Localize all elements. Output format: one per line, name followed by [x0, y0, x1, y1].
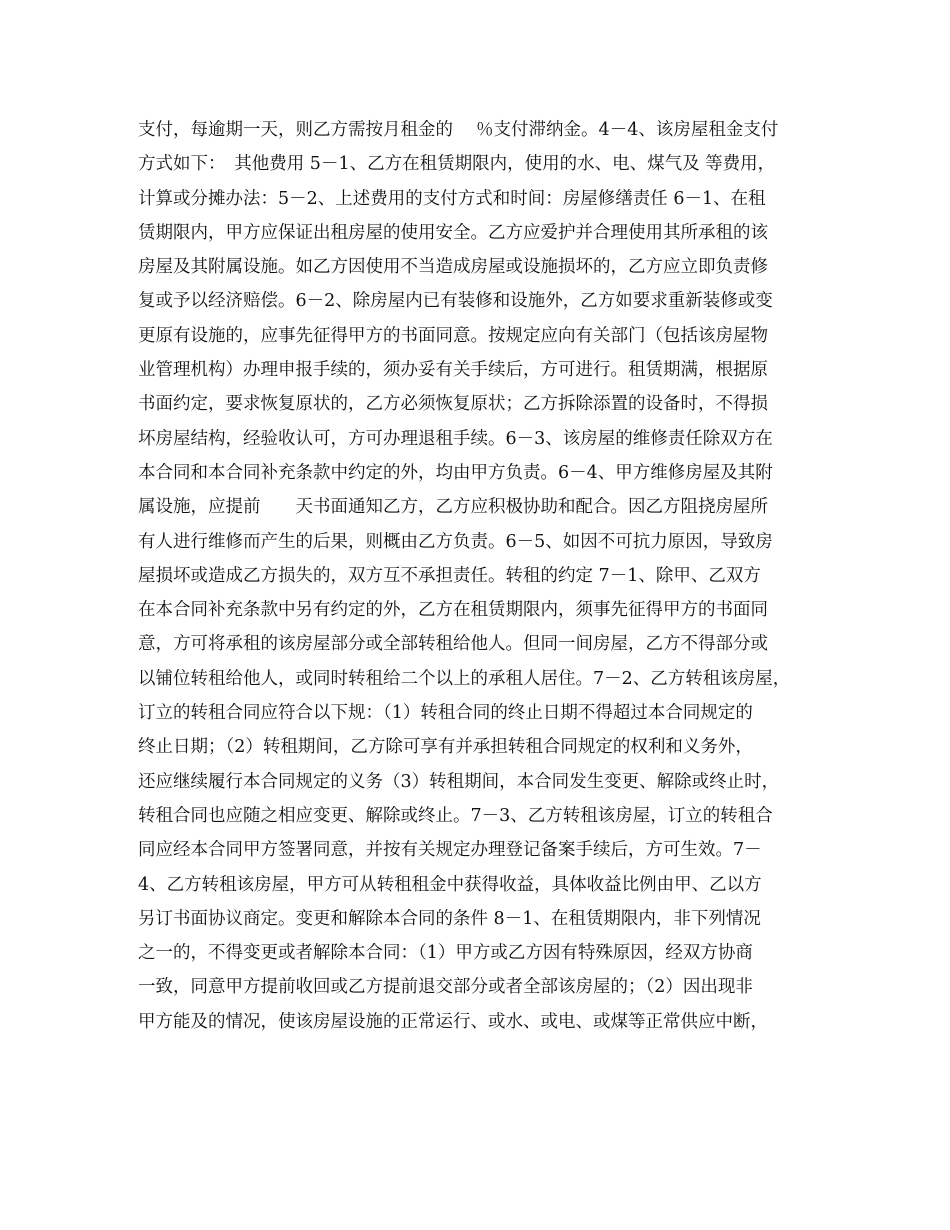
text-line-18: 订立的转租合同应符合以下规：（1）转租合同的终止日期不得超过本合同规定的 [138, 703, 753, 724]
text-line-23: 4、乙方转租该房屋，甲方可从转租租金中获得收益，具体收益比例由甲、乙以方 [138, 874, 762, 895]
text-line-13: 有人进行维修而产生的后果，则概由乙方负责。6－5、如因不可抗力原因，导致房 [138, 531, 773, 552]
text-line-15: 在本合同补充条款中另有约定的外，乙方在租赁期限内，须事先征得甲方的书面同 [138, 600, 768, 621]
text-line-6: 复或予以经济赔偿。6－2、除房屋内已有装修和设施外，乙方如要求重新装修或变 [138, 291, 773, 312]
text-line-10: 坏房屋结构，经验收认可，方可办理退租手续。6－3、该房屋的维修责任除双方在 [138, 428, 773, 449]
text-line-16: 意，方可将承租的该房屋部分或全部转租给他人。但同一间房屋，乙方不得部分或 [138, 634, 768, 655]
text-line-3: 计算或分摊办法：5－2、上述费用的支付方式和时间：房屋修缮责任 6－1、在租 [138, 188, 766, 209]
text-line-27: 甲方能及的情况，使该房屋设施的正常运行、或水、或电、或煤等正常供应中断， [138, 1011, 768, 1032]
text-line-8: 业管理机构）办理申报手续的，须办妥有关手续后，方可进行。租赁期满，根据原 [138, 360, 768, 381]
text-line-11: 本合同和本合同补充条款中约定的外，均由甲方负责。6－4、甲方维修房屋及其附 [138, 462, 773, 483]
text-line-1: 支付，每逾期一天，则乙方需按月租金的 ％支付滞纳金。4－4、该房屋租金支付 [138, 120, 779, 140]
text-line-12: 属设施，应提前 天书面通知乙方，乙方应积极协助和配合。因乙方阻挠房屋所 [138, 497, 768, 518]
contract-text-block [138, 113, 828, 1039]
text-line-20: 还应继续履行本合同规定的义务（3）转租期间，本合同发生变更、解除或终止时， [138, 771, 780, 792]
text-line-7: 更原有设施的，应事先征得甲方的书面同意。按规定应向有关部门（包括该房屋物 [138, 325, 768, 346]
text-line-21: 转租合同也应随之相应变更、解除或终止。7－3、乙方转租该房屋，订立的转租合 [138, 805, 773, 826]
text-line-5: 房屋及其附属设施。如乙方因使用不当造成房屋或设施损坏的，乙方应立即负责修 [138, 257, 768, 278]
text-line-26: 一致，同意甲方提前收回或乙方提前退交部分或者全部该房屋的；（2）因出现非 [138, 977, 753, 998]
text-line-4: 赁期限内，甲方应保证出租房屋的使用安全。乙方应爱护并合理使用其所承租的该 [138, 222, 768, 243]
text-line-17: 以铺位转租给他人，或同时转租给二个以上的承租人居住。7－2、乙方转租该房屋， [138, 668, 791, 689]
text-line-14: 屋损坏或造成乙方损失的，双方互不承担责任。转租的约定 7－1、除甲、乙双方 [138, 565, 761, 586]
text-line-22: 同应经本合同甲方签署同意，并按有关规定办理登记备案手续后，方可生效。7－ [138, 840, 762, 861]
text-line-2: 方式如下： 其他费用 5－1、乙方在租赁期限内，使用的水、电、煤气及 等费用， [138, 154, 776, 175]
text-line-19: 终止日期；（2）转租期间，乙方除可享有并承担转租合同规定的权利和义务外， [138, 737, 753, 758]
text-line-9: 书面约定，要求恢复原状的，乙方必须恢复原状；乙方拆除添置的设备时，不得损 [138, 394, 768, 415]
text-line-25: 之一的，不得变更或者解除本合同：（1）甲方或乙方因有特殊原因，经双方协商 [138, 943, 753, 964]
text-line-24: 另订书面协议商定。变更和解除本合同的条件 8－1、在租赁期限内，非下列情况 [138, 908, 761, 929]
